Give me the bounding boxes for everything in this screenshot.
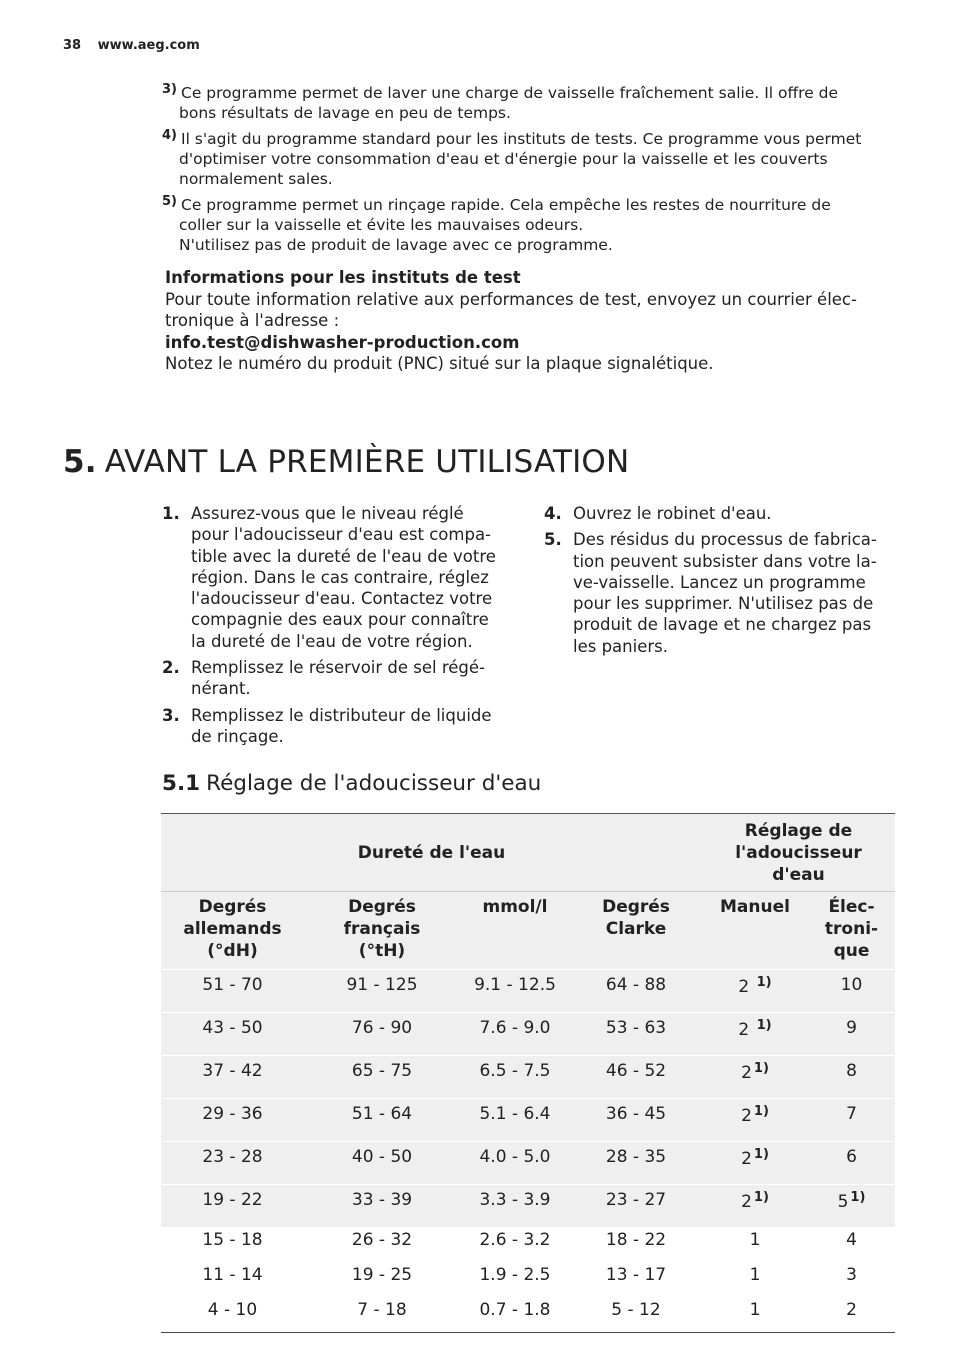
step-line: Remplissez le distributeur de liquide bbox=[191, 705, 492, 725]
cell-value: 2 bbox=[846, 1300, 857, 1320]
col-header-manual bbox=[702, 892, 808, 970]
footnote-line: Ce programme permet un rinçage rapide. Cela empêche les restes de nourriture de bbox=[181, 196, 831, 214]
step-line: Remplissez le réservoir de sel régé- bbox=[191, 658, 485, 678]
test-info-note: Notez le numéro du produit (PNC) situé sur la plaque signalétique. bbox=[165, 354, 714, 373]
cell-dh: 43 - 50 bbox=[161, 1013, 304, 1056]
cell-value: 6 bbox=[846, 1147, 857, 1167]
header-line: troni- bbox=[824, 919, 879, 939]
cell-clarke: 13 - 17 bbox=[570, 1263, 702, 1298]
cell-value: 4 bbox=[846, 1230, 857, 1250]
cell-manual bbox=[702, 1056, 808, 1099]
cell-th: 7 - 18 bbox=[304, 1298, 460, 1333]
cell-clarke: 53 - 63 bbox=[570, 1013, 702, 1056]
cell-dh: 51 - 70 bbox=[161, 970, 304, 1013]
cell-value: 7 bbox=[846, 1104, 857, 1124]
cell-mmol: 7.6 - 9.0 bbox=[460, 1013, 570, 1056]
step-line: pour les supprimer. N'utilisez pas de bbox=[573, 594, 874, 614]
cell-mmol: 5.1 - 6.4 bbox=[460, 1099, 570, 1142]
cell-electronic bbox=[808, 1142, 895, 1185]
cell-mmol: 9.1 - 12.5 bbox=[460, 970, 570, 1013]
cell-dh: 19 - 22 bbox=[161, 1185, 304, 1228]
cell-clarke: 23 - 27 bbox=[570, 1185, 702, 1228]
cell-value: 2 bbox=[741, 1106, 752, 1126]
cell-electronic bbox=[808, 1298, 895, 1333]
table-group-header bbox=[161, 814, 895, 892]
test-info-text: tronique à l'adresse : bbox=[165, 311, 340, 330]
list-item bbox=[162, 705, 522, 748]
cell-clarke: 64 - 88 bbox=[570, 970, 702, 1013]
cell-electronic bbox=[808, 1013, 895, 1056]
step-line: pour l'adoucisseur d'eau est compa- bbox=[191, 525, 492, 545]
cell-clarke: 5 - 12 bbox=[570, 1298, 702, 1333]
step-line: la dureté de l'eau de votre région. bbox=[191, 631, 473, 651]
step-line: compagnie des eaux pour connaître bbox=[191, 610, 489, 630]
cell-value: 5 bbox=[837, 1192, 849, 1212]
step-number: 1. bbox=[162, 504, 180, 523]
footnote-line: N'utilisez pas de produit de lavage avec ce programme. bbox=[179, 236, 613, 254]
cell-value: 2 bbox=[741, 1149, 752, 1169]
cell-mmol: 3.3 - 3.9 bbox=[460, 1185, 570, 1228]
table-row bbox=[161, 1099, 895, 1142]
step-line: ve-vaisselle. Lancez un programme bbox=[573, 572, 866, 592]
header-line: Manuel bbox=[720, 897, 790, 917]
cell-manual bbox=[702, 1263, 808, 1298]
table-row bbox=[161, 1013, 895, 1056]
table-row bbox=[161, 1228, 895, 1263]
col-header-dh bbox=[161, 892, 304, 970]
step-number: 5. bbox=[544, 530, 562, 550]
test-info-email[interactable]: info.test@dishwasher-production.com bbox=[165, 332, 520, 352]
cell-dh: 15 - 18 bbox=[161, 1228, 304, 1263]
cell-th: 65 - 75 bbox=[304, 1056, 460, 1099]
cell-manual bbox=[702, 1142, 808, 1185]
section-heading bbox=[63, 444, 629, 480]
page-header bbox=[63, 38, 200, 53]
table-column-header bbox=[161, 892, 895, 970]
header-line: que bbox=[833, 941, 870, 961]
footnote-marker: 1) bbox=[753, 1061, 769, 1076]
cell-mmol: 0.7 - 1.8 bbox=[460, 1298, 570, 1333]
header-line: Degrés bbox=[198, 897, 267, 917]
test-info-text: Pour toute information relative aux performances de test, envoyez un courrier élec- bbox=[165, 289, 857, 309]
step-number: 3. bbox=[162, 705, 180, 725]
cell-value: 2 bbox=[738, 977, 755, 997]
footnote-line: Il s'agit du programme standard pour les instituts de tests. Ce programme vous permet bbox=[181, 130, 862, 148]
col-header-electronic bbox=[808, 892, 895, 970]
col-header-mmol bbox=[460, 892, 570, 970]
col-header-clarke bbox=[570, 892, 702, 970]
list-item bbox=[544, 529, 904, 657]
table-row bbox=[161, 1056, 895, 1099]
cell-dh: 29 - 36 bbox=[161, 1099, 304, 1142]
cell-manual bbox=[702, 1228, 808, 1263]
step-line: Assurez-vous que le niveau réglé bbox=[191, 504, 464, 523]
footnote-line: d'optimiser votre consommation d'eau et d'énergie pour la vaisselle et les couverts bbox=[179, 150, 828, 168]
cell-th: 40 - 50 bbox=[304, 1142, 460, 1185]
header-line: Élec- bbox=[828, 897, 875, 917]
cell-clarke: 46 - 52 bbox=[570, 1056, 702, 1099]
header-line: Degrés bbox=[348, 897, 416, 917]
header-line: Réglage de bbox=[744, 820, 853, 841]
cell-th: 33 - 39 bbox=[304, 1185, 460, 1228]
step-line: l'adoucisseur d'eau. Contactez votre bbox=[191, 589, 493, 609]
table-row bbox=[161, 970, 895, 1013]
cell-clarke: 18 - 22 bbox=[570, 1228, 702, 1263]
table-row bbox=[161, 1185, 895, 1228]
header-line: mmol/l bbox=[482, 897, 548, 917]
header-line: (°dH) bbox=[207, 941, 258, 961]
step-line: région. Dans le cas contraire, réglez bbox=[191, 567, 489, 587]
cell-value: 9 bbox=[846, 1018, 857, 1038]
step-line: produit de lavage et ne chargez pas bbox=[573, 615, 872, 635]
footnote-line: Ce programme permet de laver une charge de vaisselle fraîchement salie. Il offre de bbox=[181, 84, 839, 102]
footnote-line: normalement sales. bbox=[179, 170, 333, 188]
cell-electronic bbox=[808, 970, 895, 1013]
header-line: d'eau bbox=[772, 864, 825, 885]
cell-electronic bbox=[808, 1185, 895, 1228]
cell-th: 76 - 90 bbox=[304, 1013, 460, 1056]
list-item bbox=[162, 503, 522, 652]
cell-value: 1 bbox=[749, 1265, 761, 1285]
col-header-th bbox=[304, 892, 460, 970]
subsection-number: 5.1 bbox=[162, 771, 201, 796]
cell-th: 19 - 25 bbox=[304, 1263, 460, 1298]
cell-mmol: 4.0 - 5.0 bbox=[460, 1142, 570, 1185]
step-line: Des résidus du processus de fabrica- bbox=[573, 530, 877, 550]
step-line: tible avec la dureté de l'eau de votre bbox=[191, 546, 496, 566]
footnote-marker: 1) bbox=[753, 1104, 769, 1119]
hardness-group-header: Dureté de l'eau bbox=[161, 814, 702, 892]
header-line: (°tH) bbox=[358, 941, 406, 961]
step-number: 2. bbox=[162, 658, 180, 678]
cell-th: 26 - 32 bbox=[304, 1228, 460, 1263]
cell-dh: 4 - 10 bbox=[161, 1298, 304, 1333]
cell-value: 3 bbox=[846, 1265, 857, 1285]
header-line: allemands bbox=[183, 919, 282, 939]
cell-th: 51 - 64 bbox=[304, 1099, 460, 1142]
cell-th: 91 - 125 bbox=[304, 970, 460, 1013]
cell-electronic bbox=[808, 1099, 895, 1142]
cell-electronic bbox=[808, 1263, 895, 1298]
cell-value: 8 bbox=[846, 1061, 857, 1081]
list-item bbox=[162, 657, 522, 700]
steps-right bbox=[544, 503, 904, 662]
list-item bbox=[544, 503, 904, 524]
footnote-marker: 3) bbox=[162, 82, 177, 97]
step-line: Ouvrez le robinet d'eau. bbox=[573, 504, 772, 523]
table-row bbox=[161, 1263, 895, 1298]
footnote-marker: 1) bbox=[756, 1018, 772, 1033]
footnote-marker: 4) bbox=[162, 128, 177, 143]
cell-value: 10 bbox=[840, 975, 863, 995]
header-line: Clarke bbox=[605, 919, 667, 939]
cell-value: 1 bbox=[749, 1300, 761, 1320]
cell-electronic bbox=[808, 1228, 895, 1263]
cell-mmol: 6.5 - 7.5 bbox=[460, 1056, 570, 1099]
header-line: l'adoucisseur bbox=[735, 842, 862, 863]
water-hardness-table bbox=[161, 813, 895, 1333]
step-line: tion peuvent subsister dans votre la- bbox=[573, 551, 877, 571]
cell-dh: 11 - 14 bbox=[161, 1263, 304, 1298]
section-number: 5. bbox=[63, 444, 97, 480]
table-row bbox=[161, 1142, 895, 1185]
subsection-heading bbox=[162, 771, 541, 796]
footnote-marker: 1) bbox=[850, 1190, 866, 1205]
footnote-marker: 1) bbox=[753, 1147, 769, 1162]
website-link[interactable]: www.aeg.com bbox=[97, 38, 200, 53]
step-number: 4. bbox=[544, 504, 562, 523]
footnote-marker: 5) bbox=[162, 194, 177, 209]
setting-group-header bbox=[702, 814, 895, 892]
header-line: Degrés bbox=[602, 897, 670, 917]
cell-dh: 37 - 42 bbox=[161, 1056, 304, 1099]
step-line: nérant. bbox=[191, 679, 251, 699]
footnote-marker: 1) bbox=[756, 975, 772, 990]
cell-value: 1 bbox=[749, 1230, 761, 1250]
footnote-line: bons résultats de lavage en peu de temps. bbox=[179, 104, 511, 122]
cell-mmol: 2.6 - 3.2 bbox=[460, 1228, 570, 1263]
cell-dh: 23 - 28 bbox=[161, 1142, 304, 1185]
cell-clarke: 36 - 45 bbox=[570, 1099, 702, 1142]
table-row bbox=[161, 1298, 895, 1333]
page-number: 38 bbox=[63, 38, 82, 53]
step-line: les paniers. bbox=[573, 636, 668, 656]
test-info-block bbox=[165, 267, 885, 375]
test-info-title: Informations pour les instituts de test bbox=[165, 268, 521, 287]
footnote-3 bbox=[162, 80, 892, 123]
footnote-marker: 1) bbox=[753, 1190, 769, 1205]
cell-mmol: 1.9 - 2.5 bbox=[460, 1263, 570, 1298]
footnote-4 bbox=[162, 126, 892, 189]
cell-manual bbox=[702, 1298, 808, 1333]
section-title: AVANT LA PREMIÈRE UTILISATION bbox=[104, 444, 630, 480]
cell-clarke: 28 - 35 bbox=[570, 1142, 702, 1185]
cell-electronic bbox=[808, 1056, 895, 1099]
subsection-title: Réglage de l'adoucisseur d'eau bbox=[206, 771, 542, 796]
cell-value: 2 bbox=[738, 1020, 755, 1040]
cell-manual bbox=[702, 970, 808, 1013]
footnote-5 bbox=[162, 192, 892, 255]
cell-value: 2 bbox=[741, 1192, 752, 1212]
footnote-line: coller sur la vaisselle et évite les mauvaises odeurs. bbox=[179, 216, 584, 234]
table-body bbox=[161, 970, 895, 1333]
cell-value: 2 bbox=[741, 1063, 752, 1083]
cell-manual bbox=[702, 1099, 808, 1142]
step-line: de rinçage. bbox=[191, 726, 284, 746]
cell-manual bbox=[702, 1185, 808, 1228]
cell-manual bbox=[702, 1013, 808, 1056]
steps-left bbox=[162, 503, 522, 752]
header-line: français bbox=[343, 919, 421, 939]
